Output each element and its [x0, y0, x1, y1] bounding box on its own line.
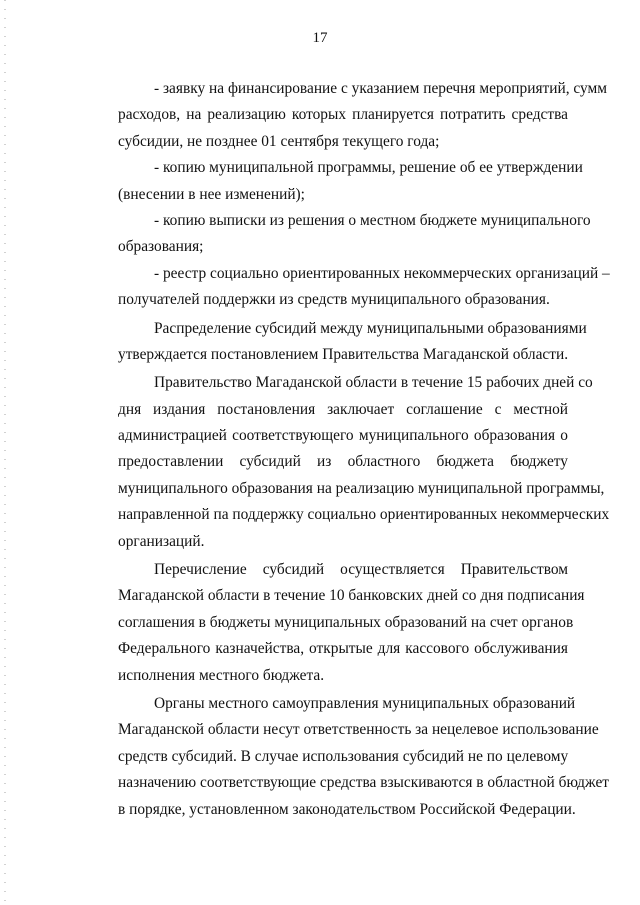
text-line: средств субсидий. В случае использования субсидий не по целевому [118, 747, 569, 765]
paragraph [82, 557, 585, 689]
text-line: Распределение субсидий между муниципальными образованиями [154, 319, 587, 337]
text-line: образования; [118, 238, 204, 256]
text-line: - заявку на финансирование с указанием перечня мероприятий, сумм [154, 80, 608, 97]
text-line: направленной па поддержку социально ориентированных некоммерческих [118, 506, 610, 524]
paragraph [82, 208, 591, 261]
text-line: организаций. [118, 532, 205, 550]
paragraph [82, 261, 610, 314]
text-line: - реестр социально ориентированных некоммерческих организаций – [154, 264, 610, 282]
text-line: Магаданской области в течение 10 банковских дней со дня подписания [118, 587, 585, 605]
text-line: муниципального образования на реализацию муниципальной программы, [118, 479, 605, 497]
text-line: предоставлении субсидий из областного бюджета бюджету [118, 453, 568, 471]
text-line: Органы местного самоуправления муниципальных образований [154, 694, 576, 712]
text-line: назначению соответствующие средства взыскиваются в областной бюджет [118, 774, 609, 792]
document-body [82, 76, 610, 823]
text-line: - копию выписки из решения о местном бюджете муниципального [154, 211, 591, 229]
text-line: Правительство Магаданской области в течение 15 рабочих дней со [154, 374, 593, 392]
text-line: Федерального казначейства, открытые для кассового обслуживания [118, 640, 568, 658]
paragraph [82, 316, 587, 369]
paragraph [82, 76, 608, 155]
text-line: администрацией соответствующего муниципального образования о [118, 427, 568, 445]
text-line: Магаданской области несут ответственность за нецелевое использование [118, 721, 599, 739]
paragraph [82, 691, 609, 823]
text-line: получателей поддержки из средств муниципального образования. [118, 291, 550, 309]
text-line: субсидии, не позднее 01 сентября текущего года; [118, 132, 440, 150]
text-line: утверждается постановлением Правительства Магаданской области. [118, 345, 569, 363]
page-number: 17 [312, 30, 328, 46]
scan-edge-marks [4, 0, 6, 905]
paragraph [82, 370, 610, 555]
text-line: Перечисление субсидий осуществляется Правительством [154, 561, 568, 579]
text-line: в порядке, установленном законодательством Российской Федерации. [118, 800, 576, 818]
text-line: соглашения в бюджеты муниципальных образований на счет органов [118, 613, 574, 631]
paragraph [82, 155, 583, 208]
text-line: исполнения местного бюджета. [118, 666, 325, 684]
text-line: - копию муниципальной программы, решение об ее утверждении [154, 159, 583, 177]
text-line: расходов, на реализацию которых планируется потратить средства [118, 106, 568, 124]
text-line: (внесении в нее изменений); [118, 185, 305, 203]
text-line: дня издания постановления заключает соглашение с местной [118, 400, 568, 418]
